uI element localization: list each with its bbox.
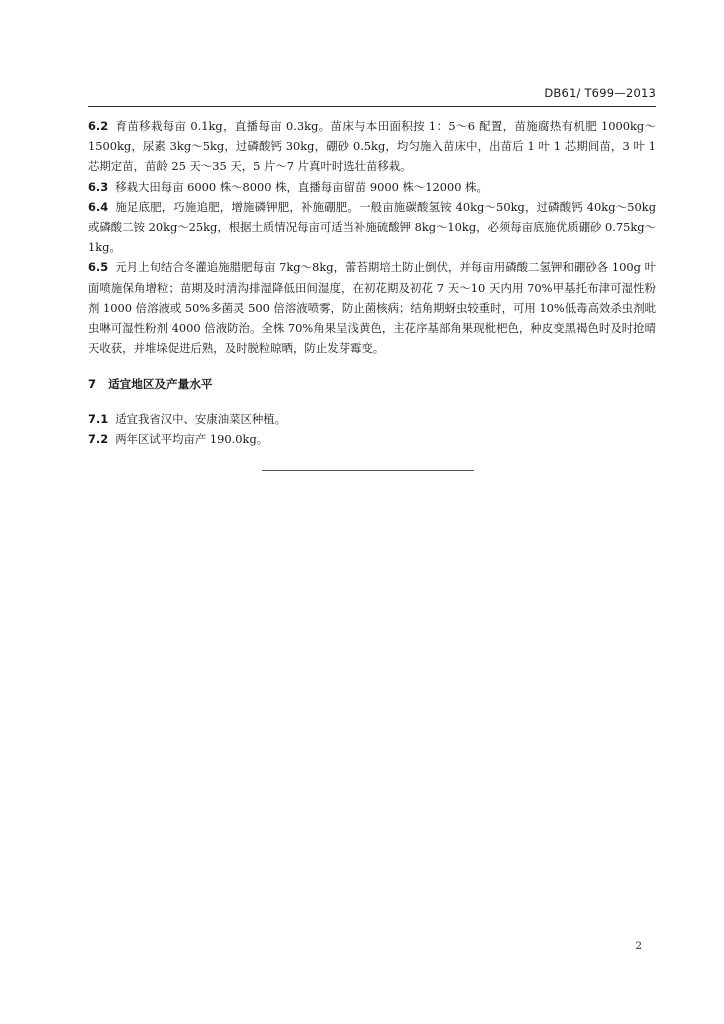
- clause-number: 6.3: [88, 179, 109, 194]
- clause-text: 育苗移栽每亩 0.1kg，直播每亩 0.3kg。苗床与本田面积按 1：5～6 配置，苗施腐热有机肥 1000kg～1500kg，尿素 3kg～5kg，过磷酸钙 30kg，硼砂 0.5kg，均匀施入苗床中，出苗后 1 叶 1 芯期间苗，3 叶 1 芯期定苗，苗龄 25 天～35 天，5 片～7 片真叶时选壮苗移栽。: [88, 119, 656, 174]
- clause-number: 7.1: [88, 411, 109, 426]
- clause-text: 两年区试平均亩产 190.0kg。: [115, 431, 269, 446]
- clause-6-5: [88, 257, 656, 358]
- clause-number: 6.2: [88, 119, 109, 133]
- clause-text: 移栽大田每亩 6000 株～8000 株，直播每亩留苗 9000 株～12000 株。: [115, 179, 488, 194]
- clause-number: 6.5: [88, 260, 109, 275]
- section-number: 7: [88, 377, 97, 392]
- section-7-heading: [88, 374, 656, 394]
- standard-code: DB61/ T699—2013: [544, 86, 656, 100]
- clause-6-2: [88, 116, 656, 177]
- header-divider: [88, 106, 656, 107]
- clause-number: 7.2: [88, 431, 109, 446]
- clause-number: 6.4: [88, 199, 109, 214]
- clause-6-3: [88, 177, 656, 197]
- end-of-document-rule: [262, 470, 474, 471]
- document-body: [88, 116, 656, 449]
- clause-7-1: [88, 409, 656, 429]
- clause-7-2: [88, 429, 656, 449]
- section-title: 适宜地区及产量水平: [108, 377, 213, 392]
- page-number: 2: [635, 940, 642, 952]
- clause-text: 适宜我省汉中、安康油菜区种植。: [115, 411, 287, 426]
- clause-6-4: [88, 197, 656, 258]
- clause-text: 施足底肥，巧施追肥，增施磷钾肥，补施硼肥。一般亩施碳酸氢铵 40kg～50kg，过磷酸钙 40kg～50kg 或磷酸二铵 20kg～25kg，根据土质情况每亩可适当补施硫酸钾 8kg～10kg，必须每亩底施优质硼砂 0.75kg～1kg。: [88, 199, 656, 255]
- clause-text: 元月上旬结合冬灌追施腊肥每亩 7kg～8kg，蕾苔期培土防止倒伏，并每亩用磷酸二氢钾和硼砂各 100g 叶面喷施保角增粒；苗期及时清沟排湿降低田间湿度，在初花期及初花 7 天～10 天内用 70%甲基托布津可湿性粉剂 1000 倍溶液或 50%多菌灵 500 倍溶液喷雾，防止菌核病；结角期蚜虫较重时，可用 10%低毒高效杀虫剂吡虫啉可湿性粉剂 4000 倍液防治。全株 70%角果呈浅黄色，主花序基部角果现枇杷色，种皮变黑褐色时及时抢晴天收获，并堆垛促进后熟，及时脱粒晾晒，防止发芽霉变。: [88, 260, 656, 356]
